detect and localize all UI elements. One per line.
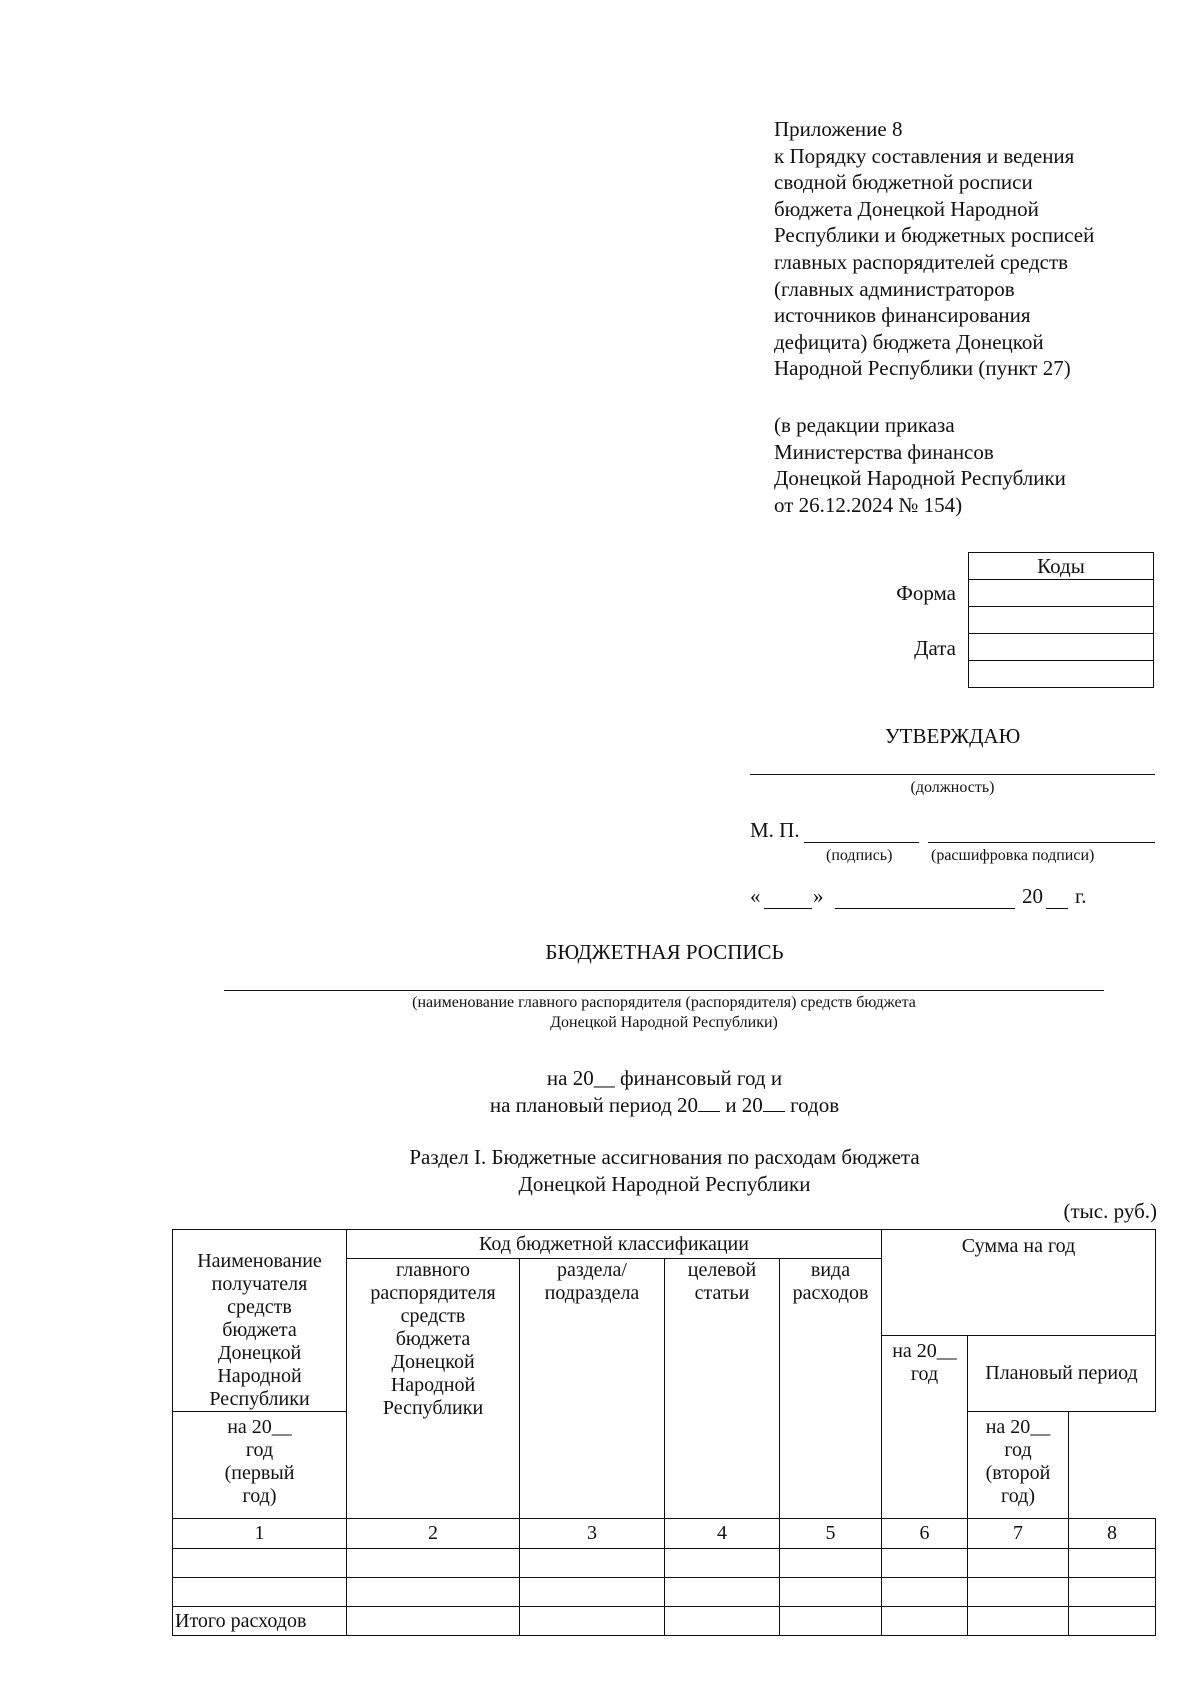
table-cell[interactable] [520,1549,665,1578]
col6-header: на 20__ год [882,1336,968,1519]
date-code-field[interactable] [969,634,1154,661]
codes-blank-field[interactable] [969,607,1154,634]
table-cell[interactable] [968,1549,1069,1578]
table-cell[interactable] [520,1578,665,1607]
appendix-line: бюджета Донецкой Народной [774,196,1039,221]
col7-header: на 20__ год (первый год) [173,1412,347,1519]
signature-line[interactable] [804,842,919,843]
redaction-line: от 26.12.2024 № 154) [774,492,963,517]
table-cell[interactable] [882,1607,968,1636]
column-number: 7 [968,1519,1069,1549]
table-cell[interactable] [347,1549,520,1578]
table-cell[interactable] [665,1607,780,1636]
signature-decode-line[interactable] [928,842,1155,843]
appendix-line: Приложение 8 [774,117,903,141]
total-row [173,1607,1156,1636]
planned-period-header: Плановый период [968,1336,1156,1412]
col8-header: на 20__ год (второй год) [968,1412,1069,1519]
budget-table [172,1229,1156,1636]
period-year-1-blank[interactable] [698,1093,720,1112]
total-label: Итого расходов [173,1607,347,1636]
date-month-line[interactable] [835,908,1015,909]
appendix-line: Республики и бюджетных росписей [774,223,1095,248]
period-line-2-b: и 20 [720,1093,763,1117]
table-cell[interactable] [173,1549,347,1578]
code-group-header: Код бюджетной классификации [347,1230,882,1259]
redaction-note [774,412,1174,518]
date-day-line[interactable] [764,908,812,909]
form-label: Форма [896,581,956,605]
column-numbers-row [173,1519,1156,1549]
appendix-line: дефицита) бюджета Донецкой [774,329,1044,354]
org-caption-2: Донецкой Народной Республики) [550,1014,778,1031]
redaction-line: Министерства финансов [774,439,994,464]
column-number: 2 [347,1519,520,1549]
position-line[interactable] [750,774,1155,775]
table-cell[interactable] [968,1578,1069,1607]
year-suffix: г. [1075,884,1087,908]
org-name-line[interactable] [224,990,1104,991]
year-prefix: 20 [1022,884,1043,908]
units-label: (тыс. руб.) [1063,1199,1157,1223]
column-number: 5 [780,1519,882,1549]
col1-header: Наименование получателя средств бюджета Донецкой Народной Республики [173,1230,347,1412]
signature-decode-caption: (расшифровка подписи) [931,847,1095,864]
codes-table [968,552,1154,688]
table-cell[interactable] [780,1578,882,1607]
redaction-line: (в редакции приказа [774,413,955,437]
table-cell[interactable] [968,1607,1069,1636]
section-line-1: Раздел I. Бюджетные ассигнования по расходам бюджета [409,1145,920,1169]
column-number: 1 [173,1519,347,1549]
appendix-line: сводной бюджетной росписи [774,170,1033,195]
column-number: 4 [665,1519,780,1549]
appendix-line: источников финансирования [774,303,1031,328]
table-cell[interactable] [1069,1549,1156,1578]
appendix-line: главных распорядителей средств [774,249,1069,274]
table-cell[interactable] [882,1578,968,1607]
table-cell[interactable] [882,1549,968,1578]
section-line-2: Донецкой Народной Республики [518,1172,811,1196]
appendix-note [774,116,1174,382]
table-cell[interactable] [347,1607,520,1636]
period-year-2-blank[interactable] [763,1093,785,1112]
table-cell[interactable] [1069,1578,1156,1607]
table-cell[interactable] [780,1549,882,1578]
date-label: Дата [914,636,956,660]
table-cell[interactable] [1069,1607,1156,1636]
period-line-2-a: на плановый период 20 [489,1093,699,1117]
codes-blank-field[interactable] [969,661,1154,688]
table-row [173,1578,1156,1607]
column-number: 8 [1069,1519,1156,1549]
column-number: 6 [882,1519,968,1549]
appendix-line: (главных администраторов [774,276,1015,301]
redaction-line: Донецкой Народной Республики [774,466,1066,491]
sum-header: Сумма на год [882,1230,1156,1336]
appendix-line: Народной Республики (пункт 27) [774,356,1071,381]
table-cell[interactable] [665,1578,780,1607]
table-cell[interactable] [520,1607,665,1636]
date-open-quote: « [750,884,761,908]
table-cell[interactable] [780,1607,882,1636]
date-close-quote: » [813,884,824,908]
table-cell[interactable] [173,1578,347,1607]
mp-label: М. П. [750,818,800,842]
appendix-line: к Порядку составления и ведения [774,143,1075,168]
col4-header: целевой статьи [665,1259,780,1519]
approval-title: УТВЕРЖДАЮ [884,724,1021,748]
col2-header: главного распорядителя средств бюджета Донецкой Народной Республики [347,1259,520,1519]
column-number: 3 [520,1519,665,1549]
table-cell[interactable] [347,1578,520,1607]
table-cell[interactable] [665,1549,780,1578]
col3-header: раздела/ подраздела [520,1259,665,1519]
form-code-field[interactable] [969,580,1154,607]
year-line[interactable] [1046,908,1068,909]
document-title: БЮДЖЕТНАЯ РОСПИСЬ [545,940,784,964]
signature-caption: (подпись) [826,847,893,864]
period-line-1: на 20__ финансовый год и [546,1066,783,1090]
period-line-2-c: годов [784,1093,840,1117]
table-row [173,1549,1156,1578]
col5-header: вида расходов [780,1259,882,1519]
org-caption-1: (наименование главного распорядителя (распорядителя) средств бюджета [412,994,916,1011]
codes-header: Коды [969,553,1154,580]
position-caption: (должность) [910,779,995,796]
period-line-2 [172,1093,1157,1118]
